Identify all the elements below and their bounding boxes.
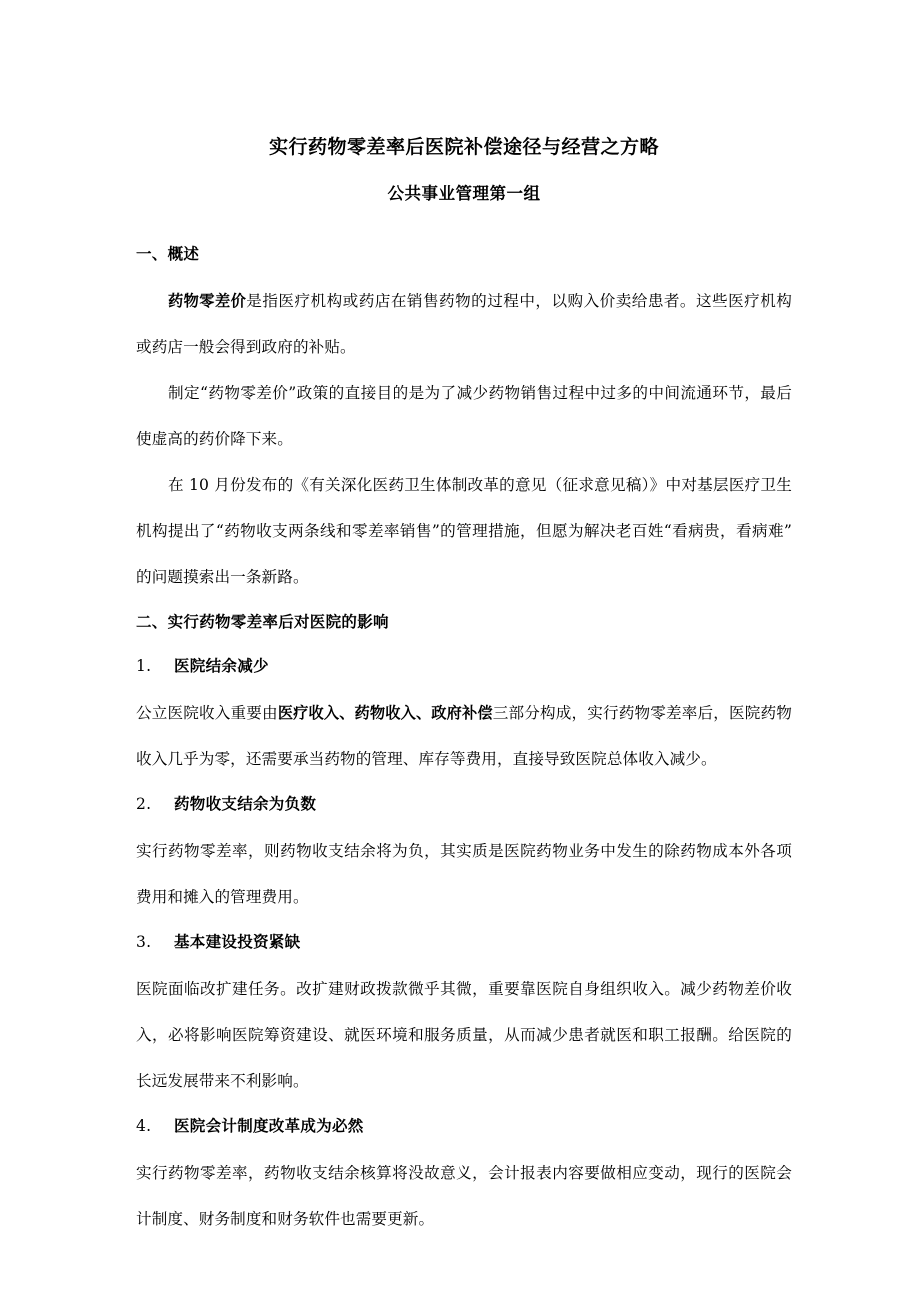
body-text-bold: 医疗收入、药物收入、政府补偿	[277, 704, 493, 722]
item-heading-3	[136, 930, 792, 954]
item-body-2	[136, 828, 792, 920]
paragraph-definition	[136, 278, 792, 370]
item-title: 药物收支结余为负数	[174, 795, 317, 813]
item-body-gap	[136, 1138, 792, 1150]
item-body-1	[136, 690, 792, 782]
section-gap	[136, 600, 792, 610]
item-gap	[136, 782, 792, 792]
body-text-pre: 实行药物零差率，药物收支结余核算将没故意义，会计报表内容要做相应变动，现行的医院会计制度、财务制度和财务软件也需要更新。	[136, 1164, 792, 1228]
paragraph-text: 在 10 月份发布的《有关深化医药卫生体制改革的意见（征求意见稿）》中对基层医疗卫生机构提出了“药物收支两条线和零差率销售”的管理措施，但愿为解决老百姓“看病贵，看病难”的问题摸索出一条新路。	[136, 476, 792, 586]
paragraph-lead-bold: 药物零差价	[168, 292, 247, 310]
item-number: 1.	[136, 657, 152, 675]
document-subtitle: 公共事业管理第一组	[387, 184, 541, 203]
item-body-3	[136, 966, 792, 1104]
item-title: 基本建设投资紧缺	[174, 933, 301, 951]
heading-item-gap	[136, 634, 792, 654]
item-number: 3.	[136, 933, 152, 951]
item-heading-2	[136, 792, 792, 816]
item-heading-4	[136, 1114, 792, 1138]
paragraph-policy-purpose	[136, 370, 792, 462]
item-body-gap	[136, 678, 792, 690]
item-gap	[136, 920, 792, 930]
body-text-pre: 实行药物零差率，则药物收支结余将为负，其实质是医院药物业务中发生的除药物成本外各项费用和摊入的管理费用。	[136, 842, 792, 906]
body-text-pre: 医院面临改扩建任务。改扩建财政拨款微乎其微，重要靠医院自身组织收入。减少药物差价收入，必将影响医院筹资建设、就医环境和服务质量，从而减少患者就医和职工报酬。给医院的长远发展带来不利影响。	[136, 980, 792, 1090]
heading-paragraph-gap	[136, 266, 792, 278]
page-title: 实行药物零差率后医院补偿途径与经营之方略	[268, 136, 659, 158]
title-subtitle-gap	[136, 160, 792, 182]
item-title: 医院结余减少	[174, 657, 269, 675]
item-number: 4.	[136, 1117, 152, 1135]
section-heading-impact: 二、实行药物零差率后对医院的影响	[136, 613, 389, 631]
paragraph-text: 制定“药物零差价”政策的直接目的是为了减少药物销售过程中过多的中间流通环节，最后使虚高的药价降下来。	[136, 384, 792, 448]
document-body	[136, 0, 792, 1242]
paragraph-october-document	[136, 462, 792, 600]
subtitle-body-gap	[136, 206, 792, 242]
item-number: 2.	[136, 795, 152, 813]
item-body-gap	[136, 954, 792, 966]
item-gap	[136, 1104, 792, 1114]
section-heading-overview: 一、概述	[136, 245, 200, 263]
top-spacer	[136, 0, 792, 134]
body-text-post: 三部分构成，实行药物零差率后，医院药物收入几乎为零，还需要承当药物的管理、库存等费用，直接导致医院总体收入减少。	[136, 704, 792, 768]
paragraph-text: 是指医疗机构或药店在销售药物的过程中，以购入价卖给患者。这些医疗机构或药店一般会得到政府的补贴。	[136, 292, 792, 356]
body-text-pre: 公立医院收入重要由	[136, 704, 278, 722]
item-body-4	[136, 1150, 792, 1242]
item-body-gap	[136, 816, 792, 828]
item-title: 医院会计制度改革成为必然	[174, 1117, 364, 1135]
item-heading-1	[136, 654, 792, 678]
